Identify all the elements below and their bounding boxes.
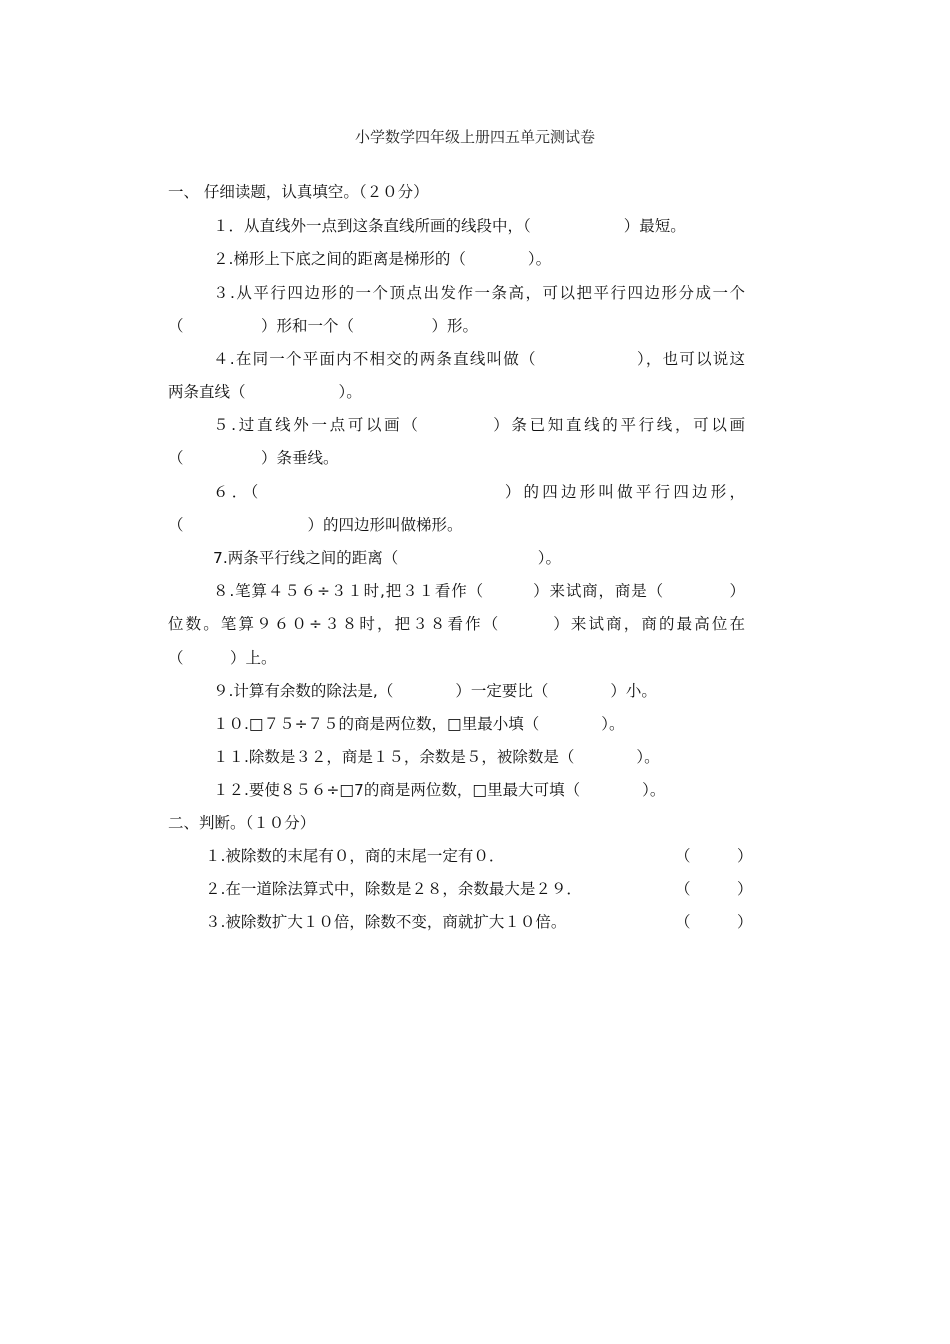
question-line: ６．（ ）的四边形叫做平行四边形， [213,483,745,501]
question-line: １２.要使８５６÷□7的商是两位数，□里最大可填（ ）。 [213,781,666,799]
judge-answer-bracket: （ ） [675,880,753,898]
question-line: （ ）上。 [168,649,277,667]
question-line: 两条直线（ ）。 [168,383,362,401]
page-title: 小学数学四年级上册四五单元测试卷 [354,128,595,146]
question-line: ８.笔算４５６÷３１时,把３１看作（ ）来试商，商是（ ） [213,582,745,600]
question-line: ５.过直线外一点可以画（ ）条已知直线的平行线，可以画 [213,416,745,434]
question-line: ２.梯形上下底之间的距离是梯形的（ ）。 [213,250,552,268]
question-line: 7.两条平行线之间的距离（ ）。 [213,549,562,567]
question-line: 位数。笔算９６０÷３８时，把３８看作（ ）来试商，商的最高位在 [168,615,745,633]
question-line: （ ）条垂线。 [168,449,339,467]
judge-answer-bracket: （ ） [675,913,753,931]
judge-item-text: ３.被除数扩大１０倍，除数不变，商就扩大１０倍。 [205,913,567,931]
question-line: １０.□７５÷７５的商是两位数，□里最小填（ ）。 [213,715,625,733]
section-2-heading: 二、判断。（１０分） [168,814,316,832]
section-1-heading: 一、 仔细读题，认真填空。（２０分） [168,183,429,201]
judge-item-text: １.被除数的末尾有０，商的末尾一定有０． [205,847,505,865]
question-line: ４.在同一个平面内不相交的两条直线叫做（ ），也可以说这 [213,350,745,368]
question-line: ３.从平行四边形的一个顶点出发作一条高，可以把平行四边形分成一个 [213,284,745,302]
question-line: １．从直线外一点到这条直线所画的线段中，（ ）最短。 [213,217,686,235]
question-line: （ ）形和一个（ ）形。 [168,317,479,335]
question-line: １１.除数是３２，商是１５，余数是５，被除数是（ ）。 [213,748,660,766]
judge-answer-bracket: （ ） [675,847,753,865]
question-line: ９.计算有余数的除法是,（ ）一定要比（ ）小。 [213,682,657,700]
question-line: （ ）的四边形叫做梯形。 [168,516,463,534]
judge-item-text: ２.在一道除法算式中，除数是２８，余数最大是２９． [205,880,582,898]
